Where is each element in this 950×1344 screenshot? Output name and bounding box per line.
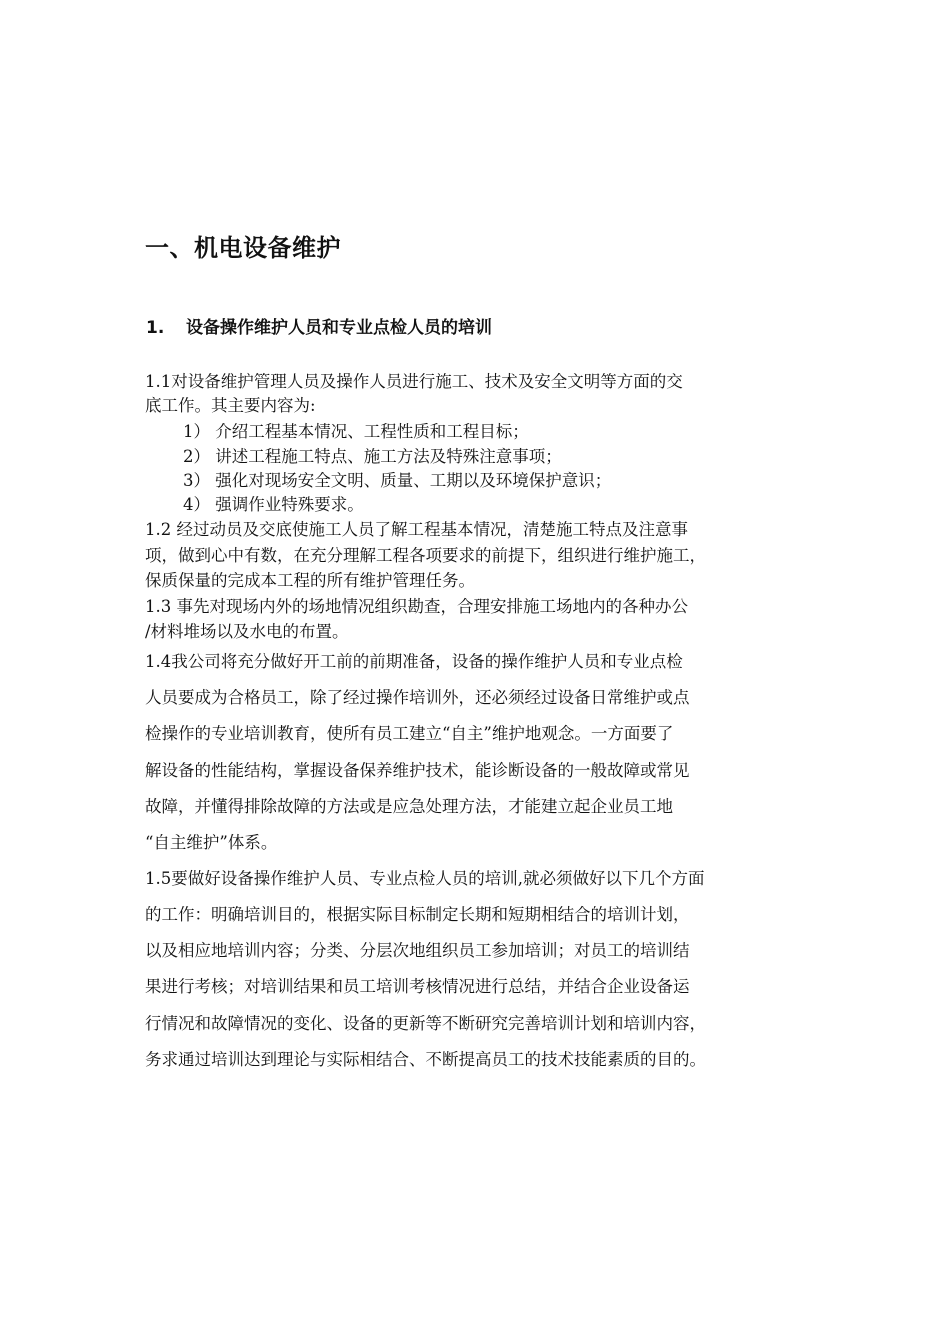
paragraph-line: 以及相应地培训内容；分类、分层次地组织员工参加培训；对员工的培训结 <box>145 941 690 960</box>
paragraph-line: 务求通过培训达到理论与实际相结合、不断提高员工的技术技能素质的目的。 <box>145 1050 706 1069</box>
paragraph-line: 1.5要做好设备操作维护人员、专业点检人员的培训,就必须做好以下几个方面 <box>145 869 705 888</box>
paragraph-line: 1.3 事先对现场内外的场地情况组织勘查，合理安排施工场地内的各种办公 <box>145 597 688 616</box>
list-item: 1） 介绍工程基本情况、工程性质和工程目标； <box>183 422 529 441</box>
chapter-heading: 一、机电设备维护 <box>145 234 341 262</box>
paragraph-line: 故障，并懂得排除故障的方法或是应急处理方法，才能建立起企业员工地 <box>145 797 673 816</box>
paragraph-line: 1.1对设备维护管理人员及操作人员进行施工、技术及安全文明等方面的交 <box>145 372 683 391</box>
paragraph-line: 解设备的性能结构，掌握设备保养维护技术，能诊断设备的一般故障或常见 <box>145 761 690 780</box>
paragraph-line: 1.2 经过动员及交底使施工人员了解工程基本情况，清楚施工特点及注意事 <box>145 520 688 539</box>
paragraph-line: 行情况和故障情况的变化、设备的更新等不断研究完善培训计划和培训内容， <box>145 1014 706 1033</box>
paragraph-line: 的工作：明确培训目的，根据实际目标制定长期和短期相结合的培训计划， <box>145 905 690 924</box>
paragraph-line: 人员要成为合格员工，除了经过操作培训外，还必须经过设备日常维护或点 <box>145 688 690 707</box>
list-item: 2） 讲述工程施工特点、施工方法及特殊注意事项； <box>183 447 562 466</box>
paragraph-line: 1.4我公司将充分做好开工前的前期准备，设备的操作维护人员和专业点检 <box>145 652 683 671</box>
paragraph-line: /材料堆场以及水电的布置。 <box>145 622 349 641</box>
section-number: 1. <box>146 318 165 338</box>
section-heading <box>146 313 492 338</box>
paragraph-line: 底工作。其主要内容为: <box>145 396 316 415</box>
paragraph-line: 项，做到心中有数，在充分理解工程各项要求的前提下，组织进行维护施工， <box>145 546 706 565</box>
paragraph-line: 检操作的专业培训教育，使所有员工建立“自主”维护地观念。一方面要了 <box>145 724 674 743</box>
list-item: 4） 强调作业特殊要求。 <box>183 495 364 514</box>
section-title: 设备操作维护人员和专业点检人员的培训 <box>186 318 492 338</box>
paragraph-line: “自主维护”体系。 <box>145 833 278 852</box>
paragraph-line: 保质保量的完成本工程的所有维护管理任务。 <box>145 571 475 590</box>
list-item: 3） 强化对现场安全文明、质量、工期以及环境保护意识； <box>183 471 612 490</box>
paragraph-line: 果进行考核；对培训结果和员工培训考核情况进行总结，并结合企业设备运 <box>145 977 690 996</box>
